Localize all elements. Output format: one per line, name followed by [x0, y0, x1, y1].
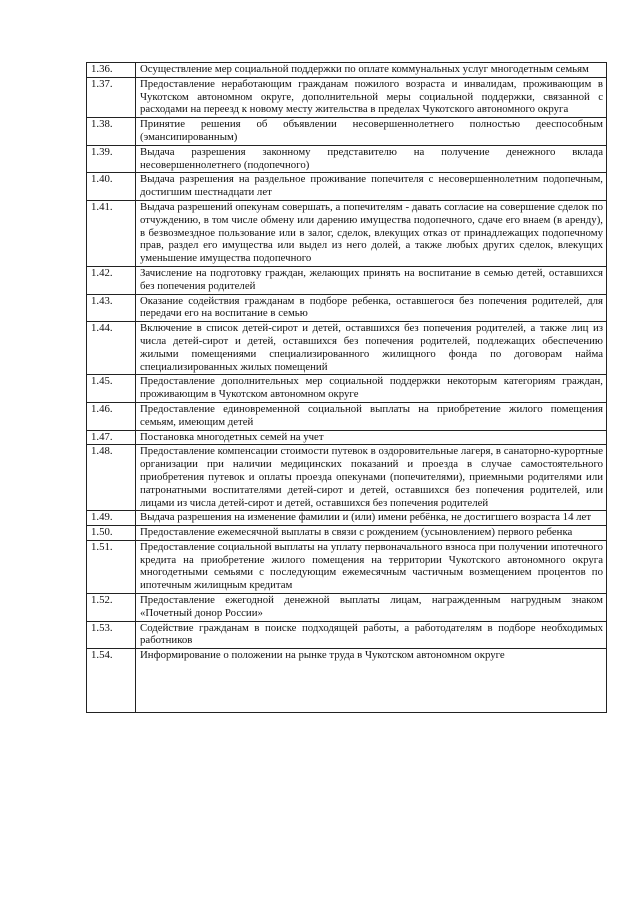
row-number: 1.48.: [87, 445, 136, 511]
row-number: 1.42.: [87, 266, 136, 294]
row-text: Предоставление ежегодной денежной выплаты лицам, награжденным нагрудным знаком «Почетный донор России»: [136, 594, 607, 622]
table-row: [87, 63, 607, 78]
row-number: 1.43.: [87, 294, 136, 322]
row-text: Информирование о положении на рынке труда в Чукотском автономном округе: [136, 649, 607, 713]
table-row: [87, 445, 607, 511]
table-row: [87, 77, 607, 117]
row-number: 1.49.: [87, 511, 136, 526]
row-number: 1.45.: [87, 375, 136, 403]
row-text: Выдача разрешения на раздельное проживание попечителя с несовершеннолетним подопечным, достигшим шестнадцати лет: [136, 173, 607, 201]
table-row: [87, 266, 607, 294]
row-number: 1.50.: [87, 526, 136, 541]
row-text: Оказание содействия гражданам в подборе ребенка, оставшегося без попечения родителей, для передачи его на воспитание в семью: [136, 294, 607, 322]
row-number: 1.44.: [87, 322, 136, 375]
row-number: 1.40.: [87, 173, 136, 201]
row-text: Предоставление неработающим гражданам пожилого возраста и инвалидам, проживающим в Чукотском автономном округе, дополнительной меры социальной поддержки, связанной с расходами на переезд к новому месту жительства в пределах Чукотского автономного округа: [136, 77, 607, 117]
row-number: 1.41.: [87, 200, 136, 266]
row-number: 1.54.: [87, 649, 136, 713]
table-row: [87, 375, 607, 403]
row-text: Выдача разрешения законному представителю на получение денежного вклада несовершеннолетнего (подопечного): [136, 145, 607, 173]
row-text: Выдача разрешения на изменение фамилии и (или) имени ребёнка, не достигшего возраста 14 лет: [136, 511, 607, 526]
row-text: Содействие гражданам в поиске подходящей работы, а работодателям в подборе необходимых работников: [136, 621, 607, 649]
row-number: 1.52.: [87, 594, 136, 622]
row-number: 1.47.: [87, 430, 136, 445]
table-row: [87, 173, 607, 201]
row-number: 1.37.: [87, 77, 136, 117]
table-row: [87, 145, 607, 173]
table-row: [87, 526, 607, 541]
row-text: Выдача разрешений опекунам совершать, а попечителям - давать согласие на совершение сделок по отчуждению, в том числе обмену или дарению имущества подопечного, сдаче его внаем (в аренду), в безвозмездное пользование или в залог, сделок, влекущих отказ от принадлежащих подопечному прав, раздел его имущества или выдел из него долей, а также любых других сделок, влекущих уменьшение имущества подопечного: [136, 200, 607, 266]
row-text: Предоставление социальной выплаты на уплату первоначального взноса при получении ипотечного кредита на приобретение жилого помещения на территории Чукотского автономного округа многодетными семьями с последующим ежемесячным частичным возмещением процентов по ипотечным жилищным кредитам: [136, 540, 607, 593]
row-text: Осуществление мер социальной поддержки по оплате коммунальных услуг многодетным семьям: [136, 63, 607, 78]
table-row: [87, 430, 607, 445]
table-row: [87, 294, 607, 322]
row-text: Предоставление единовременной социальной выплаты на приобретение жилого помещения семьям, имеющим детей: [136, 402, 607, 430]
table-row: [87, 200, 607, 266]
row-text: Включение в список детей-сирот и детей, оставшихся без попечения родителей, а также лиц из числа детей-сирот и детей, оставшихся без попечения родителей, подлежащих обеспечению жилыми помещениями специализированного жилищного фонда по договорам найма специализированных жилых помещений: [136, 322, 607, 375]
table-row: [87, 649, 607, 713]
row-text: Постановка многодетных семей на учет: [136, 430, 607, 445]
table-row: [87, 402, 607, 430]
row-text: Зачисление на подготовку граждан, желающих принять на воспитание в семью детей, оставшихся без попечения родителей: [136, 266, 607, 294]
table-row: [87, 540, 607, 593]
row-text: Предоставление компенсации стоимости путевок в оздоровительные лагеря, в санаторно-курортные организации при наличии медицинских показаний и проезда в случае самостоятельного приобретения путевок и оплаты проезда опекунами (попечителями), приемными родителями или патронатными воспитателями детей-сирот и детей, оставшихся без попечения родителей, или лицами из числа детей-сирот и детей, оставшихся без попечения родителей: [136, 445, 607, 511]
table-row: [87, 511, 607, 526]
table-row: [87, 594, 607, 622]
table-row: [87, 621, 607, 649]
row-number: 1.38.: [87, 118, 136, 146]
row-number: 1.53.: [87, 621, 136, 649]
table-row: [87, 118, 607, 146]
row-text: Предоставление дополнительных мер социальной поддержки некоторым категориям граждан, проживающим в Чукотском автономном округе: [136, 375, 607, 403]
services-table: [86, 62, 607, 713]
row-text: Принятие решения об объявлении несовершеннолетнего полностью дееспособным (эмансипированным): [136, 118, 607, 146]
row-number: 1.36.: [87, 63, 136, 78]
row-text: Предоставление ежемесячной выплаты в связи с рождением (усыновлением) первого ребенка: [136, 526, 607, 541]
table-row: [87, 322, 607, 375]
row-number: 1.51.: [87, 540, 136, 593]
row-number: 1.39.: [87, 145, 136, 173]
row-number: 1.46.: [87, 402, 136, 430]
